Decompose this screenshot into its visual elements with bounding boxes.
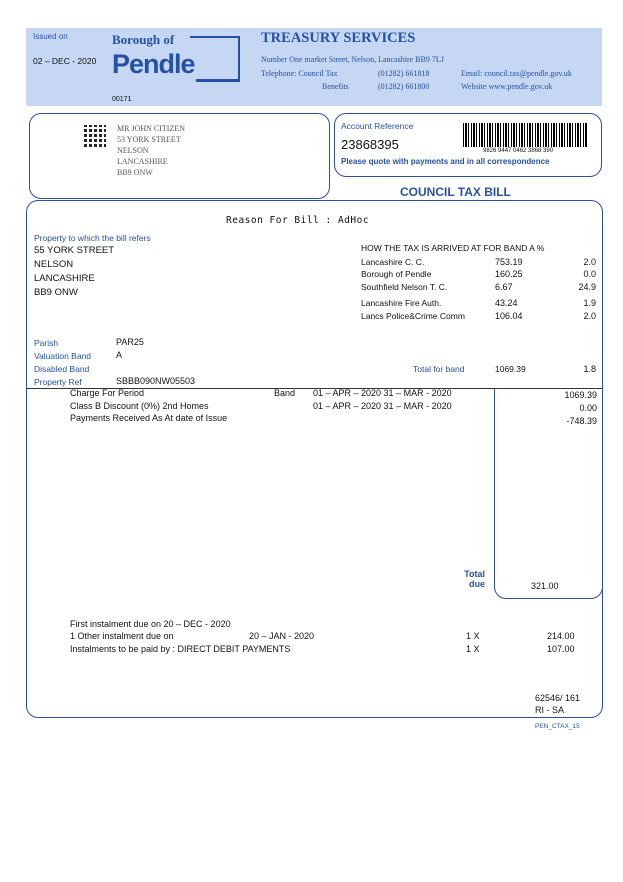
total-for-band-pct: 1.8 [583, 364, 596, 374]
account-reference-label: Account Reference [341, 121, 414, 131]
benefits-label: Benefits [322, 82, 349, 91]
addressee-line: LANCASHIRE [117, 157, 168, 166]
treasury-address: Number One market Street, Nelson, Lancashire BB9 7LJ [261, 55, 444, 64]
charge-label: Class B Discount (0%) 2nd Homes [70, 401, 209, 411]
treasury-title: TREASURY SERVICES [261, 30, 416, 46]
qr-code-overlay [84, 125, 106, 147]
instalment-count: 1 X [466, 644, 480, 654]
property-line: 55 YORK STREET [34, 245, 115, 256]
tax-authority-name: Lancs Police&Crime Comm [361, 311, 465, 321]
footer-code: PEN_CTAX_15 [535, 723, 580, 730]
tax-authority-name: Southfield Nelson T. C. [361, 282, 448, 292]
barcode-icon [463, 123, 587, 147]
disabled-band-label: Disabled Band [34, 364, 90, 374]
total-for-band-value: 1069.39 [495, 364, 526, 374]
bill-title: COUNCIL TAX BILL [400, 185, 511, 199]
charge-period: 01 – APR – 2020 31 – MAR - 2020 [313, 388, 452, 398]
tax-authority-name: Borough of Pendle [361, 269, 432, 279]
charge-amount: 0.00 [579, 403, 597, 413]
property-ref-label: Property Ref [34, 377, 82, 387]
charge-label: Charge For Period [70, 388, 145, 398]
header-band [26, 28, 602, 106]
instalment-amount: 107.00 [547, 644, 575, 654]
addressee-line: MR JOHN CITIZEN [117, 124, 185, 133]
barcode-number: 9826 9447 0462 3868 390 [483, 148, 554, 154]
addressee-line: BB9 ONW [117, 168, 153, 177]
issued-label: Issued on [33, 32, 68, 41]
telephone-council-tax: (01282) 661818 [378, 69, 430, 78]
logo-big-text: Pendle [112, 49, 195, 79]
instalment-label: 1 Other instalment due on [70, 631, 174, 641]
charge-period: 01 – APR – 2020 31 – MAR - 2020 [313, 401, 452, 411]
reference-1: 62546/ 161 [535, 693, 581, 703]
reference-2: RI - SA [535, 705, 565, 715]
total-due-label-line1: Total [464, 569, 485, 579]
instalment-amount: 214.00 [547, 631, 575, 641]
tax-authority-value: 6.67 [495, 282, 513, 292]
account-reference-box [334, 113, 602, 177]
charge-amount: 1069.39 [564, 390, 597, 400]
tax-authority-pct: 24.9 [578, 282, 596, 292]
addressee-box [29, 113, 330, 199]
logo-top-text: Borough of [112, 32, 175, 47]
tax-authority-pct: 2.0 [583, 311, 596, 321]
property-label: Property to which the bill refers [34, 233, 151, 243]
charge-amount: -748.39 [566, 416, 597, 426]
parish-value: PAR25 [116, 337, 144, 347]
property-ref-value: SBBB090NW05503 [116, 376, 196, 386]
telephone-label: Telephone: Council Tax [261, 69, 338, 78]
property-line: LANCASHIRE [34, 273, 95, 284]
instalment-label: First instalment due on 20 – DEC - 2020 [70, 619, 231, 629]
pendle-logo [112, 32, 242, 84]
issue-date: 02 – DEC - 2020 [33, 56, 97, 66]
tax-authority-pct: 0.0 [583, 269, 596, 279]
instalment-label: Instalments to be paid by : DIRECT DEBIT PAYMENTS [70, 644, 291, 654]
tax-authority-value: 160.25 [495, 269, 523, 279]
band-word: Band [274, 388, 296, 398]
tax-authority-pct: 2.0 [583, 257, 596, 267]
website-text: Website www.pendle.gov.uk [461, 82, 553, 91]
addressee-line: NELSON [117, 146, 149, 155]
tax-authority-name: Lancashire Fire Auth. [361, 298, 442, 308]
valuation-band-value: A [116, 350, 123, 360]
doc-code: 00171 [112, 96, 132, 103]
tax-authority-pct: 1.9 [583, 298, 596, 308]
reason-for-bill: Reason For Bill : AdHoc [226, 215, 370, 226]
logo-skyline-icon [196, 46, 240, 82]
instalment-count: 1 X [466, 631, 480, 641]
total-due-label [455, 569, 485, 589]
total-due-label-line2: due [468, 579, 485, 589]
valuation-band-label: Valuation Band [34, 351, 92, 361]
account-number: 23868395 [341, 137, 399, 152]
tax-authority-name: Lancashire C. C. [361, 257, 425, 267]
account-note: Please quote with payments and in all correspondence [341, 157, 550, 166]
total-for-band-label: Total for band [413, 364, 465, 374]
telephone-benefits: (01282) 661800 [378, 82, 430, 91]
tax-breakdown-title: HOW THE TAX IS ARRIVED AT FOR BAND A % [361, 243, 545, 253]
property-line: BB9 ONW [34, 287, 78, 298]
instalment-date: 20 – JAN - 2020 [249, 631, 315, 641]
property-line: NELSON [34, 259, 74, 270]
tax-authority-value: 753.19 [495, 257, 523, 267]
total-due-value: 321.00 [531, 581, 559, 591]
tax-authority-value: 43.24 [495, 298, 518, 308]
tax-authority-value: 106.04 [495, 311, 523, 321]
email-text: Email: council.tax@pendle.gov.uk [461, 69, 572, 78]
parish-label: Parish [34, 338, 59, 348]
charge-label: Payments Received As At date of Issue [70, 413, 228, 423]
addressee-line: 53 YORK STREET [117, 135, 181, 144]
